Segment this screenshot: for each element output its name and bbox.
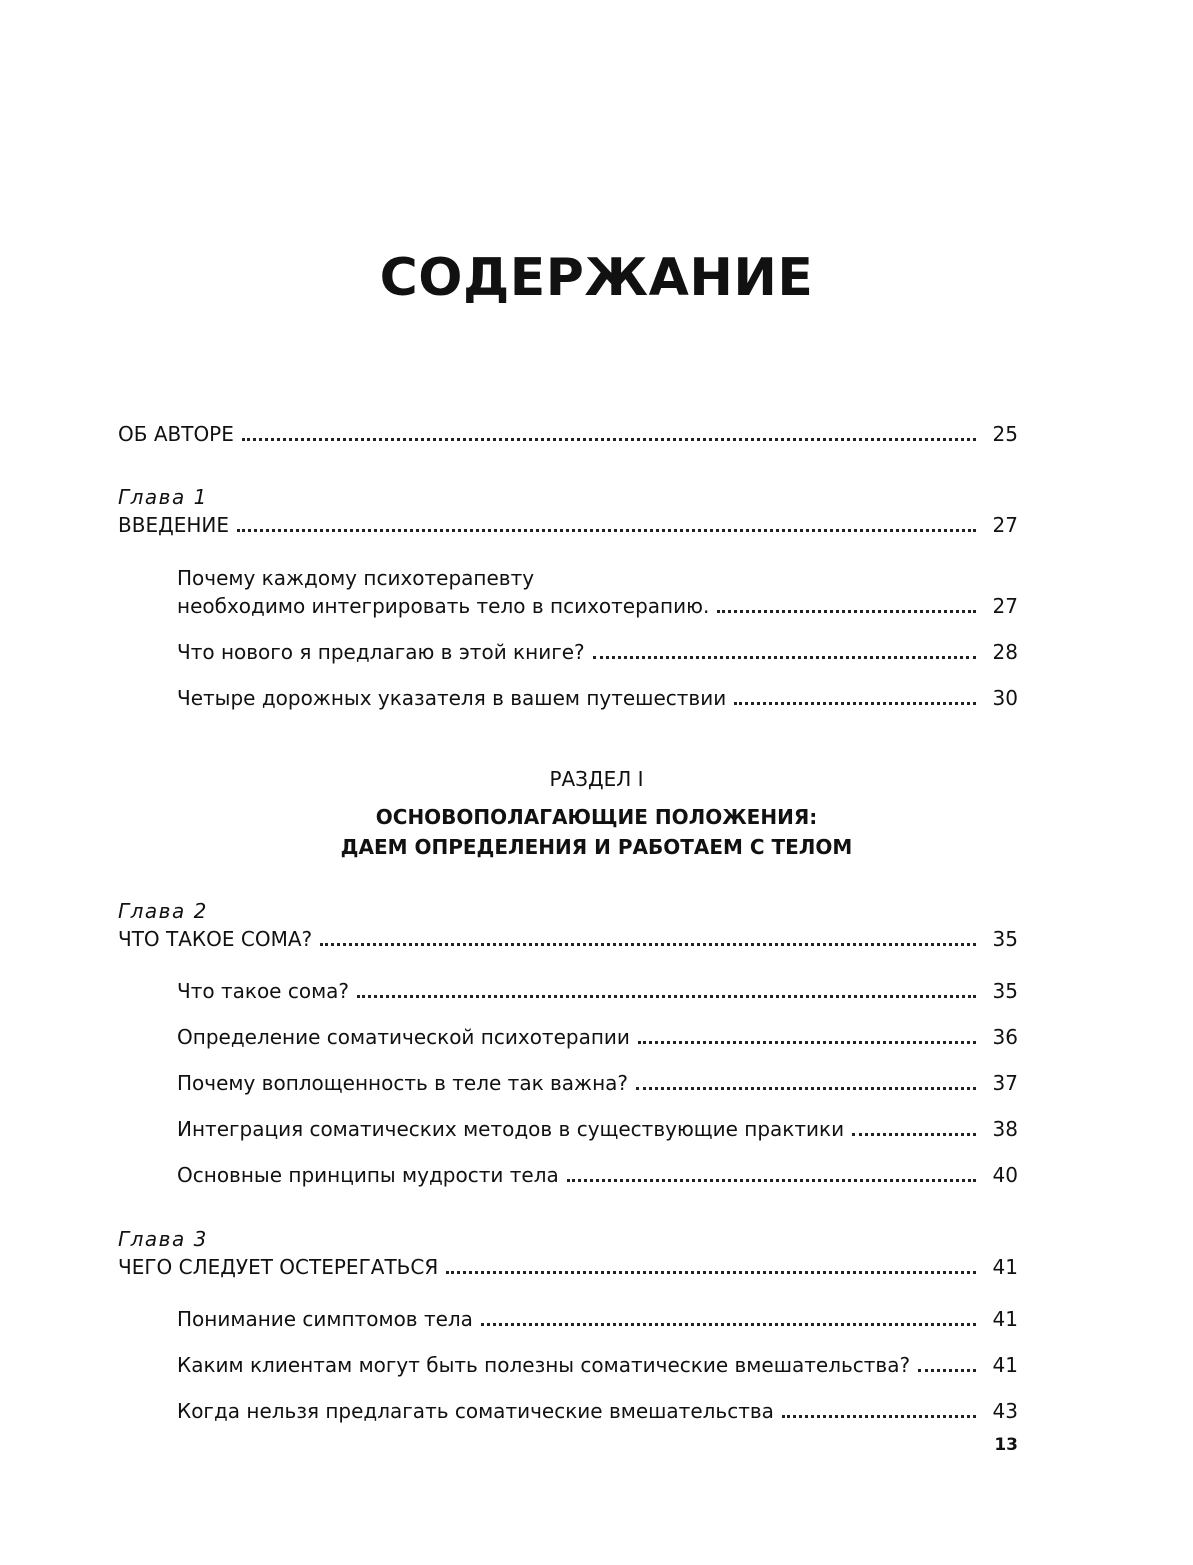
toc-subentry[interactable] — [177, 1022, 1018, 1052]
dot-leader — [446, 1271, 976, 1274]
toc-entry-page: 27 — [992, 513, 1018, 537]
section-label: РАЗДЕЛ I — [549, 767, 644, 791]
toc-entry-page: 38 — [992, 1117, 1018, 1141]
toc-entry-title: Почему воплощенность в теле так важна? — [177, 1071, 629, 1095]
dot-leader — [636, 1087, 976, 1090]
chapter-label: Глава 1 — [118, 485, 208, 509]
toc-entry-page: 41 — [992, 1255, 1018, 1279]
toc-entry-title: Что нового я предлагаю в этой книге? — [177, 640, 585, 664]
toc-subentry[interactable] — [177, 1160, 1018, 1190]
toc-chapter-1[interactable] — [118, 510, 1018, 540]
toc-entry-title: необходимо интегрировать тело в психотерапию. — [177, 594, 710, 618]
dot-leader — [481, 1323, 976, 1326]
toc-subentry[interactable] — [177, 976, 1018, 1006]
toc-entry-page: 41 — [992, 1307, 1018, 1331]
dot-leader — [357, 995, 976, 998]
toc-entry-title: Когда нельзя предлагать соматические вмешательства — [177, 1399, 774, 1423]
toc-entry-title: Каким клиентам могут быть полезны соматические вмешательства? — [177, 1353, 911, 1377]
toc-entry-title: ВВЕДЕНИЕ — [118, 513, 229, 537]
toc-entry-title: Определение соматической психотерапии — [177, 1025, 630, 1049]
dot-leader — [918, 1369, 976, 1372]
dot-leader — [567, 1179, 976, 1182]
dot-leader — [638, 1041, 976, 1044]
toc-entry-page: 36 — [992, 1025, 1018, 1049]
toc-entry-title: Четыре дорожных указателя в вашем путешествии — [177, 686, 727, 710]
toc-entry-page: 35 — [992, 979, 1018, 1003]
dot-leader — [782, 1415, 976, 1418]
toc-subentry[interactable] — [177, 1350, 1018, 1380]
toc-subentry[interactable] — [177, 637, 1018, 667]
chapter-label: Глава 2 — [118, 899, 208, 923]
toc-entry-page: 41 — [992, 1353, 1018, 1377]
toc-subentry[interactable] — [177, 1396, 1018, 1426]
toc-entry-title: Интеграция соматических методов в существующие практики — [177, 1117, 845, 1141]
toc-entry-page: 37 — [992, 1071, 1018, 1095]
toc-entry-page: 28 — [992, 640, 1018, 664]
dot-leader — [734, 702, 976, 705]
toc-chapter-2[interactable] — [118, 924, 1018, 954]
toc-entry-page: 35 — [992, 927, 1018, 951]
dot-leader — [320, 943, 976, 946]
toc-entry-page: 43 — [992, 1399, 1018, 1423]
chapter-label: Глава 3 — [118, 1227, 208, 1251]
dot-leader — [717, 610, 976, 613]
toc-entry-page: 40 — [992, 1163, 1018, 1187]
toc-subentry[interactable] — [177, 1114, 1018, 1144]
toc-entry-title: Что такое сома? — [177, 979, 350, 1003]
section-heading-line-1: ОСНОВОПОЛАГАЮЩИЕ ПОЛОЖЕНИЯ: — [375, 805, 818, 829]
toc-subentry[interactable] — [177, 591, 1018, 621]
toc-chapter-3[interactable] — [118, 1252, 1018, 1282]
toc-entry-page: 30 — [992, 686, 1018, 710]
toc-entry-title: ЧЕГО СЛЕДУЕТ ОСТЕРЕГАТЬСЯ — [118, 1255, 439, 1279]
toc-subentry[interactable] — [177, 1304, 1018, 1334]
section-heading-line-2: ДАЕМ ОПРЕДЕЛЕНИЯ И РАБОТАЕМ С ТЕЛОМ — [340, 835, 853, 859]
page-number: 13 — [994, 1435, 1018, 1455]
dot-leader — [237, 529, 976, 532]
dot-leader — [852, 1133, 976, 1136]
toc-entry-title: Основные принципы мудрости тела — [177, 1163, 559, 1187]
toc-entry-about-author[interactable] — [118, 419, 1018, 449]
toc-entry-page: 25 — [992, 422, 1018, 446]
toc-entry-title: ЧТО ТАКОЕ СОМА? — [118, 927, 313, 951]
dot-leader — [242, 438, 976, 441]
toc-subentry[interactable] — [177, 683, 1018, 713]
toc-entry-page: 27 — [992, 594, 1018, 618]
toc-entry-title: Понимание симптомов тела — [177, 1307, 473, 1331]
page-title: СОДЕРЖАНИЕ — [379, 248, 814, 308]
toc-subentry[interactable] — [177, 1068, 1018, 1098]
toc-entry-title: ОБ АВТОРЕ — [118, 422, 234, 446]
dot-leader — [593, 656, 976, 659]
toc-entry-line: Почему каждому психотерапевту — [177, 566, 535, 590]
